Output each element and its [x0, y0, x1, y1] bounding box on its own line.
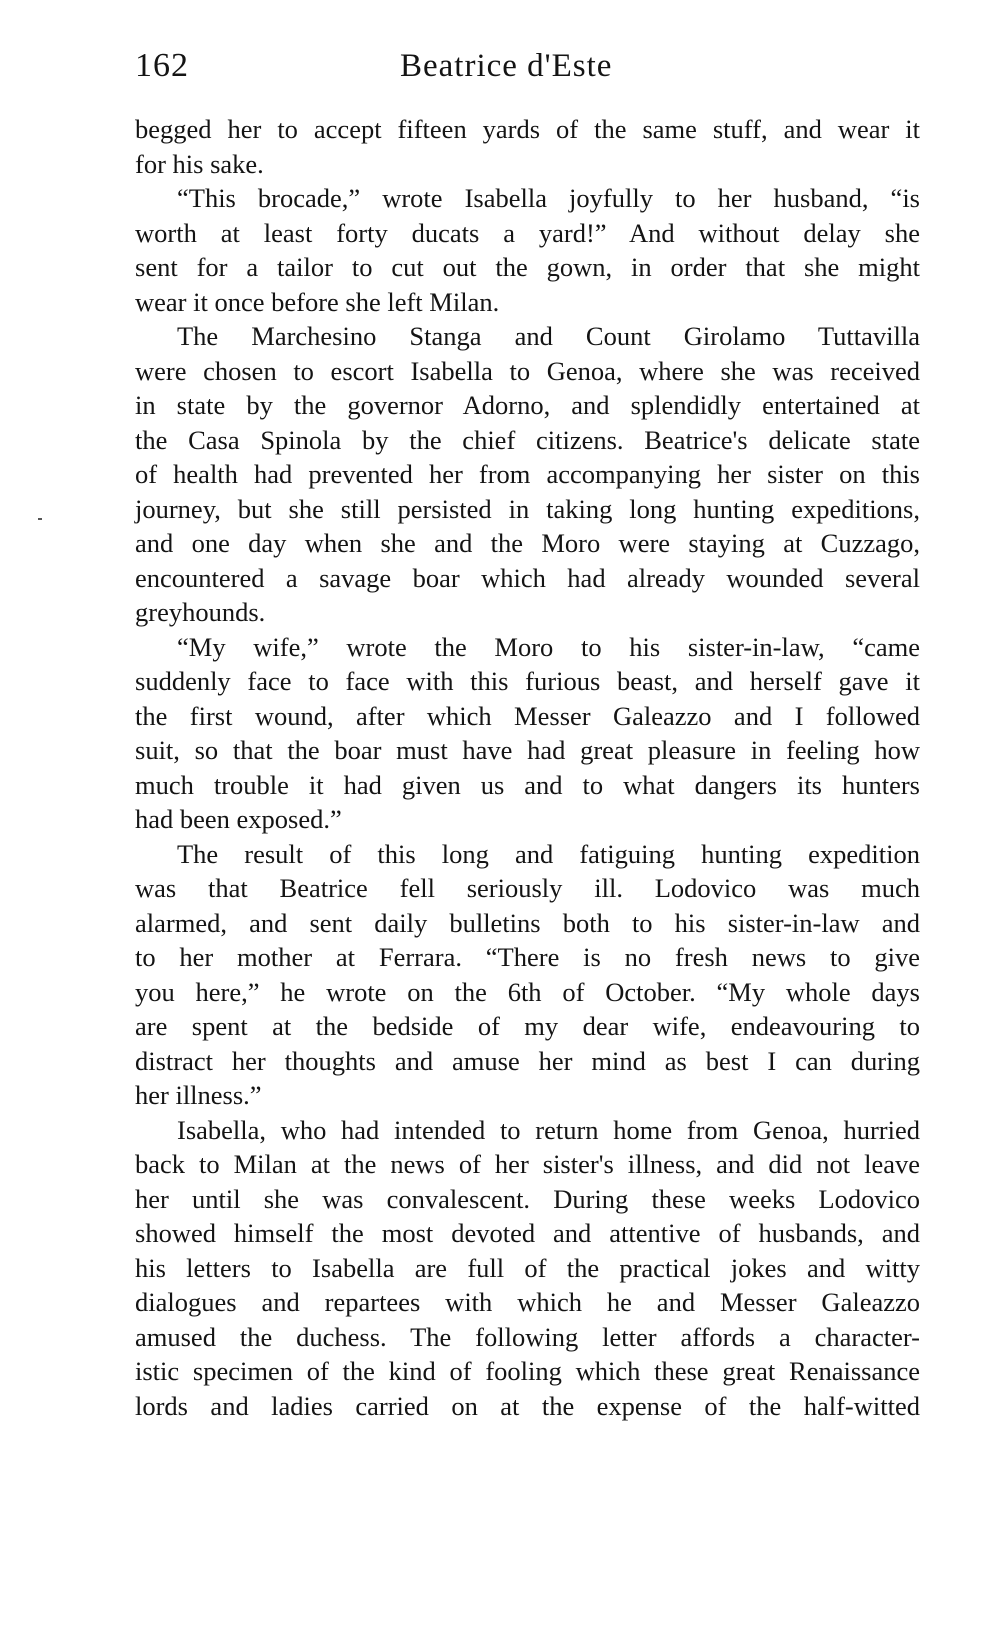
text-line: “My wife,” wrote the Moro to his sister-in-law, “came	[177, 631, 920, 662]
text-line: her illness.”	[135, 1080, 262, 1110]
text-line: The result of this long and fatiguing hunting expedition	[177, 838, 920, 869]
text-line: suddenly face to face with this furious beast, and herself gave it	[135, 666, 920, 696]
text-line: to her mother at Ferrara. “There is no fresh news to give	[135, 942, 920, 972]
text-line: alarmed, and sent daily bulletins both to his sister-in-law and	[135, 907, 920, 938]
body-text	[135, 112, 920, 1423]
text-line: the Casa Spinola by the chief citizens. Beatrice's delicate state	[135, 424, 920, 455]
text-line: distract her thoughts and amuse her mind as best I can during	[135, 1045, 920, 1076]
text-line: “This brocade,” wrote Isabella joyfully to her husband, “is	[177, 183, 920, 213]
text-line: were chosen to escort Isabella to Genoa, where she was received	[135, 355, 920, 386]
text-line: was that Beatrice fell seriously ill. Lodovico was much	[135, 873, 920, 903]
text-line: her until she was convalescent. During these weeks Lodovico	[135, 1183, 920, 1214]
text-line: suit, so that the boar must have had great pleasure in feeling how	[135, 735, 920, 765]
text-line: you here,” he wrote on the 6th of October. “My whole days	[135, 976, 920, 1007]
text-line: much trouble it had given us and to what dangers its hunters	[135, 769, 920, 800]
text-line: istic specimen of the kind of fooling which these great Renaissance	[135, 1356, 920, 1386]
text-line: had been exposed.”	[135, 804, 342, 834]
running-title: Beatrice d'Este	[400, 48, 613, 84]
text-line: worth at least forty ducats a yard!” And without delay she	[135, 217, 920, 248]
text-line: lords and ladies carried on at the expense of the half-witted	[135, 1390, 920, 1421]
page-number: 162	[135, 47, 189, 84]
text-line: his letters to Isabella are full of the practical jokes and witty	[135, 1252, 920, 1283]
text-line: showed himself the most devoted and attentive of husbands, and	[135, 1218, 920, 1248]
stray-ink-mark	[38, 518, 42, 520]
text-line: for his sake.	[135, 148, 264, 179]
text-line: encountered a savage boar which had already wounded several	[135, 562, 920, 593]
text-line: journey, but she still persisted in taking long hunting expeditions,	[135, 493, 920, 524]
text-line: greyhounds.	[135, 597, 266, 627]
text-line: in state by the governor Adorno, and splendidly entertained at	[135, 390, 920, 420]
text-line: The Marchesino Stanga and Count Girolamo Tuttavilla	[177, 321, 920, 351]
text-line: dialogues and repartees with which he and Messer Galeazzo	[135, 1287, 920, 1317]
text-line: back to Milan at the news of her sister's illness, and did not leave	[135, 1149, 920, 1179]
text-line: are spent at the bedside of my dear wife, endeavouring to	[135, 1011, 920, 1041]
running-head	[135, 42, 920, 92]
text-line: and one day when she and the Moro were staying at Cuzzago,	[135, 528, 920, 558]
text-line: of health had prevented her from accompanying her sister on this	[135, 459, 920, 489]
text-line: the first wound, after which Messer Galeazzo and I followed	[135, 700, 920, 731]
text-line: wear it once before she left Milan.	[135, 286, 500, 317]
text-line: begged her to accept fifteen yards of the same stuff, and wear it	[135, 114, 920, 144]
text-line: sent for a tailor to cut out the gown, in order that she might	[135, 252, 920, 282]
text-line: Isabella, who had intended to return home from Genoa, hurried	[177, 1114, 920, 1145]
text-line: amused the duchess. The following letter affords a character-	[135, 1321, 920, 1352]
